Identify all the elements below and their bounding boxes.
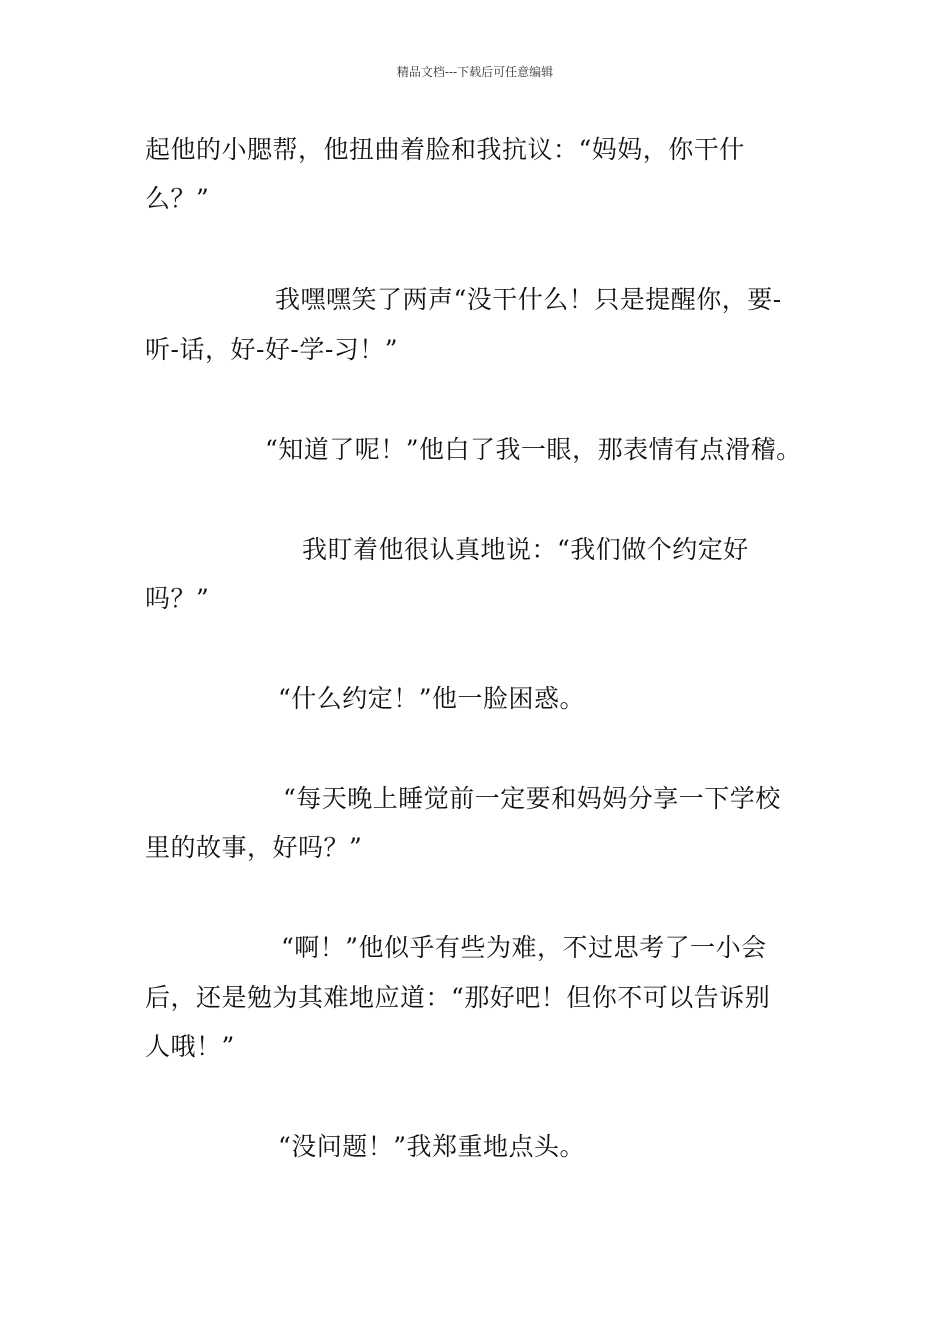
- text-line: 么？”: [145, 184, 210, 213]
- text-line: “什么约定！”他一脸困惑。: [278, 684, 586, 713]
- text-line: “知道了呢！”他白了我一眼，那表情有点滑稽。: [265, 435, 802, 464]
- text-line: 起他的小腮帮，他扭曲着脸和我抗议：“妈妈，你干什: [145, 135, 745, 164]
- text-line: 人哦！”: [145, 1032, 235, 1061]
- text-line: “每天晚上睡觉前一定要和妈妈分享一下学校: [283, 784, 781, 813]
- text-line: 我盯着他很认真地说：“我们做个约定好: [302, 535, 749, 564]
- text-line: “啊！”他似乎有些为难，不过思考了一小会: [281, 933, 767, 962]
- text-line: “没问题！”我郑重地点头。: [278, 1132, 586, 1161]
- text-line: 里的故事，好吗？”: [145, 833, 363, 862]
- page-header: 精品文档---下载后可任意编辑: [396, 65, 554, 79]
- text-line: 后，还是勉为其难地应道：“那好吧！但你不可以告诉别: [145, 983, 771, 1012]
- text-line: 我嘿嘿笑了两声“没干什么！只是提醒你，要-: [275, 285, 782, 314]
- text-line: 听-话，好-好-学-习！”: [145, 335, 399, 364]
- text-line: 吗？”: [145, 584, 210, 613]
